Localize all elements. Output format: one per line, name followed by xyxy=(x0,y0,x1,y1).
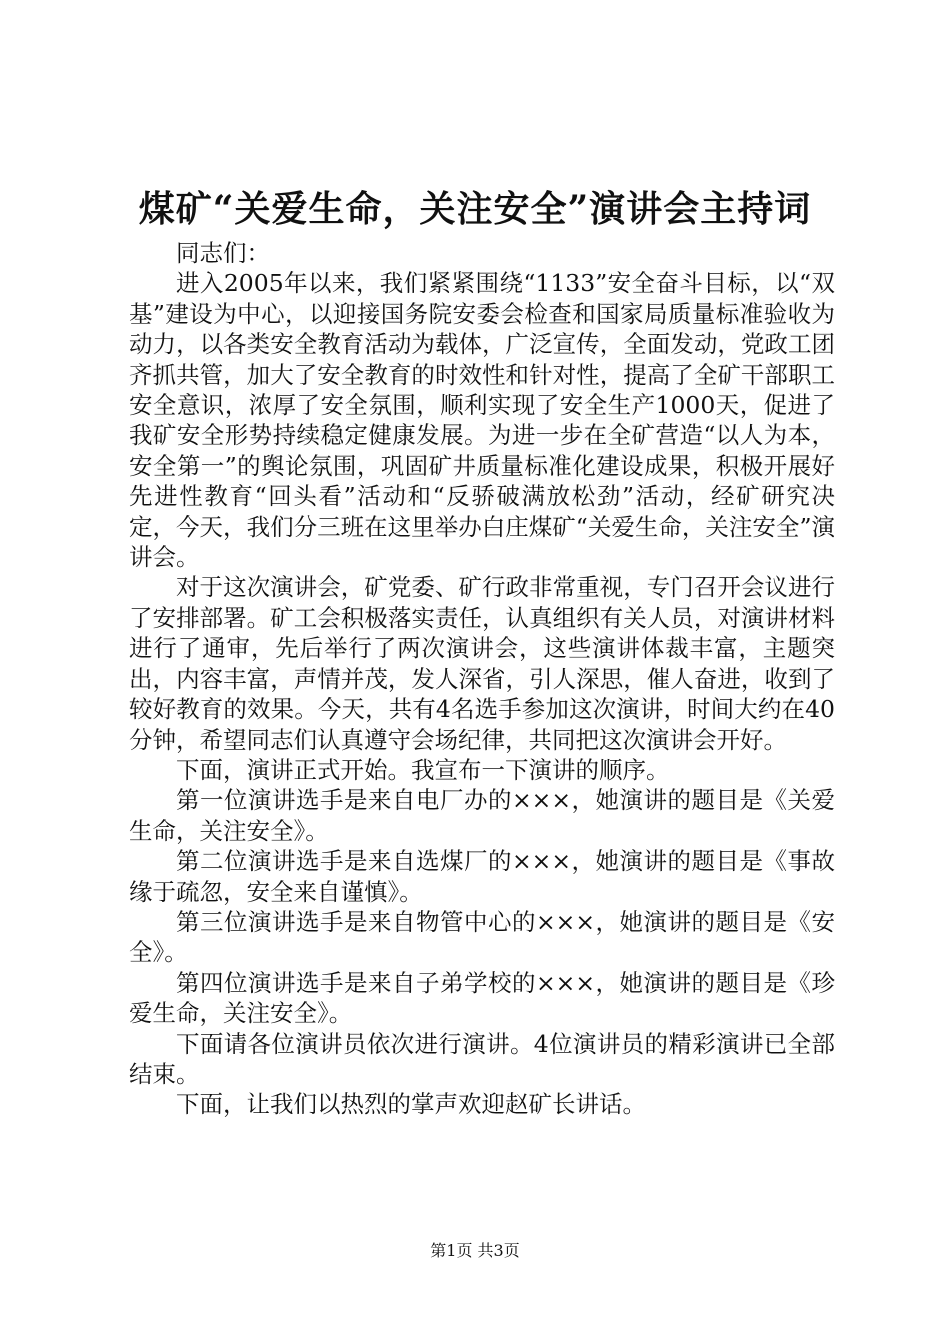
paragraph-speaker-2: 第二位演讲选手是来自选煤厂的×××，她演讲的题目是《事故缘于疏忽，安全来自谨慎》。 xyxy=(129,847,835,906)
page-number-footer: 第1页 共3页 xyxy=(430,1241,520,1260)
paragraph-closing: 下面，让我们以热烈的掌声欢迎赵矿长讲话。 xyxy=(176,1090,646,1119)
paragraph-speaker-4: 第四位演讲选手是来自子弟学校的×××，她演讲的题目是《珍爱生命，关注安全》。 xyxy=(129,968,835,1028)
document-title: 煤矿“关爱生命，关注安全”演讲会主持词 xyxy=(138,188,812,230)
paragraph-intro: 进入2005年以来，我们紧紧围绕“1133”安全奋斗目标，以“双基”建设为中心，以迎接国务院安委会检查和国家局质量标准验收为动力，以各类安全教育活动为载体，广泛宣传，全面发动，党政工团齐抓共管，加大了安全教育的时效性和针对性，提高了全矿干部职工安全意识，浓厚了安全氛围，顺利实现了安全生产1000天，促进了我矿安全形势持续稳定健康发展。为进一步在全矿营造“以人为本，安全第一”的舆论氛围，巩固矿井质量标准化建设成果，积极开展好先进性教育“回头看”活动和“反骄破满放松劲”活动，经矿研究决定，今天，我们分三班在这里举办白庄煤矿“关爱生命，关注安全”演讲会。 xyxy=(129,269,835,572)
document-body xyxy=(129,238,835,1120)
salutation: 同志们： xyxy=(176,239,270,267)
paragraph-speaker-1: 第一位演讲选手是来自电厂办的×××，她演讲的题目是《关爱生命，关注安全》。 xyxy=(129,786,835,845)
paragraph-speaker-3: 第三位演讲选手是来自物管中心的×××，她演讲的题目是《安全》。 xyxy=(129,907,835,967)
paragraph-start: 下面，演讲正式开始。我宣布一下演讲的顺序。 xyxy=(176,755,670,784)
paragraph-speeches-end: 下面请各位演讲员依次进行演讲。4位演讲员的精彩演讲已全部结束。 xyxy=(129,1029,835,1088)
paragraph-preparation: 对于这次演讲会，矿党委、矿行政非常重视，专门召开会议进行了安排部署。矿工会积极落实责任，认真组织有关人员，对演讲材料进行了通审，先后举行了两次演讲会，这些演讲体裁丰富，主题突出，内容丰富，声情并茂，发人深省，引人深思，催人奋进，收到了较好教育的效果。今天，共有4名选手参加这次演讲，时间大约在40分钟，希望同志们认真遵守会场纪律，共同把这次演讲会开好。 xyxy=(129,573,835,754)
